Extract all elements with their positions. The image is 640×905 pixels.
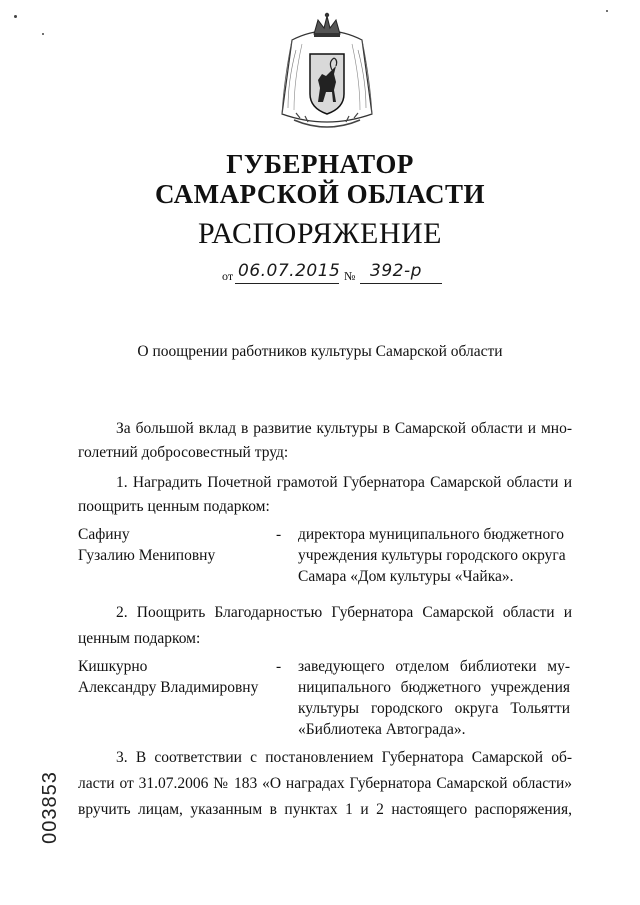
number-handwritten: 392-р	[370, 261, 422, 281]
item1-line2: поощрить ценным подарком:	[78, 498, 270, 515]
award1-position-line2: учреждения культуры городского округа	[298, 547, 566, 564]
item1-line1: 1. Наградить Почетной грамотой Губернатора Самарской области и	[116, 474, 572, 491]
scan-speck	[14, 15, 17, 18]
intro-line1: За большой вклад в развитие культуры в Самарской области и мно-	[116, 420, 572, 437]
registration-line	[222, 257, 442, 287]
intro-line2: голетний добросовестный труд:	[78, 444, 289, 461]
number-label: №	[344, 269, 356, 283]
registry-stamp	[22, 771, 78, 844]
item2-line2: ценным подарком:	[78, 630, 201, 647]
document-type: РАСПОРЯЖЕНИЕ	[197, 217, 443, 250]
coat-of-arms-emblem	[274, 10, 380, 134]
authority-title-line1: ГУБЕРНАТОР	[226, 149, 414, 179]
registry-stamp-number: 003853	[38, 771, 61, 844]
award1-dash: -	[276, 526, 282, 543]
date-label: от	[222, 269, 234, 283]
award2-position-line4: «Библиотека Автограда».	[298, 721, 466, 738]
authority-title-line2: САМАРСКОЙ ОБЛАСТИ	[154, 179, 486, 209]
award2-name-line1: Кишкурно	[78, 658, 148, 675]
item2-line1: 2. Поощрить Благодарностью Губернатора Самарской области и	[116, 604, 572, 621]
date-underline	[235, 283, 339, 284]
award2-name-line2: Александру Владимировну	[78, 679, 259, 696]
award2-dash: -	[276, 658, 282, 675]
award1-name-line2: Гузалию Мениповну	[78, 547, 216, 564]
date-handwritten: 06.07.2015	[238, 261, 341, 281]
award1-position-line3: Самара «Дом культуры «Чайка».	[298, 568, 514, 585]
item3-line1: 3. В соответствии с постановлением Губернатора Самарской об-	[116, 749, 572, 766]
item3-line2: ласти от 31.07.2006 № 183 «О наградах Губернатора Самарской области»	[78, 775, 572, 792]
award2-position-line1: заведующего отделом библиотеки му-	[298, 658, 570, 675]
award1-position-line1: директора муниципального бюджетного	[298, 526, 564, 543]
scan-speck	[606, 10, 608, 12]
document-subject: О поощрении работников культуры Самарской области	[137, 343, 503, 360]
award2-position-line2: ниципального бюджетного учреждения	[298, 679, 570, 696]
scan-speck	[42, 33, 44, 35]
item3-line3: вручить лицам, указанным в пунктах 1 и 2 настоящего распоряжения,	[78, 801, 572, 818]
award1-name-line1: Сафину	[78, 526, 130, 543]
award2-position-line3: культуры городского округа Тольятти	[298, 700, 570, 717]
number-underline	[360, 283, 442, 284]
